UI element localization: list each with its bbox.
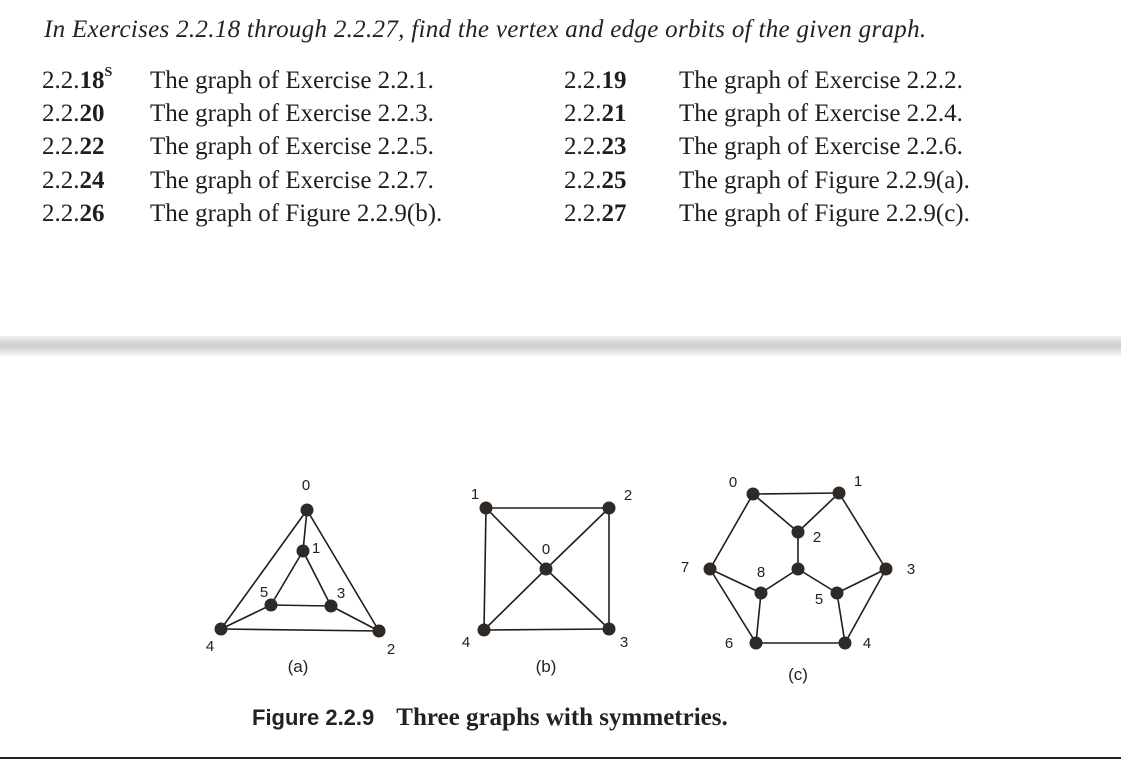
graph-vertex	[839, 637, 852, 650]
exercise-number-bold: 26	[79, 200, 105, 227]
vertex-label: 4	[461, 634, 471, 651]
exercise-number-bold: 20	[79, 100, 105, 127]
vertex-label: 3	[906, 561, 916, 578]
graph-vertex	[480, 502, 493, 515]
exercise-number-prefix: 2.2.	[42, 167, 80, 194]
graph-edge	[271, 605, 331, 606]
graph-edge	[710, 494, 753, 569]
exercise-number-prefix: 2.2.	[42, 100, 80, 127]
panel-label: (b)	[535, 657, 557, 676]
graph-edge	[546, 508, 609, 569]
vertex-label: 8	[756, 564, 766, 581]
graph-edge	[486, 508, 546, 569]
graph-vertex	[833, 487, 846, 500]
vertex-label: 1	[853, 473, 863, 490]
figure-caption	[252, 704, 728, 732]
exercise-number-bold: 18	[79, 67, 105, 94]
exercise-number-bold: 25	[601, 167, 627, 194]
graph-vertex	[540, 563, 553, 576]
graph-edge	[484, 508, 486, 630]
graph-edge	[271, 551, 303, 605]
graph-edge	[546, 569, 609, 629]
graph-vertex	[297, 545, 310, 558]
graph-vertex	[755, 587, 768, 600]
vertex-label: 0	[728, 474, 738, 491]
graph-vertex	[880, 563, 893, 576]
graph-edge	[484, 569, 546, 630]
exercise-number-bold: 19	[601, 67, 627, 94]
graph-a	[206, 477, 395, 676]
vertex-label: 2	[623, 487, 633, 504]
graph-vertex	[215, 623, 228, 636]
graph-vertex	[603, 623, 616, 636]
graph-edge	[845, 569, 886, 643]
graph-edge	[484, 629, 609, 630]
figure-caption-text: Three graphs with symmetries.	[396, 704, 728, 731]
vertex-label: 6	[724, 635, 734, 652]
vertex-label: 2	[386, 641, 396, 658]
graph-edge	[221, 629, 379, 631]
graph-edge	[798, 493, 839, 532]
graph-edge	[756, 593, 761, 643]
vertex-label: 0	[541, 541, 551, 558]
graph-edge	[761, 569, 798, 593]
graph-vertex	[325, 600, 338, 613]
figure-label: Figure 2.2.9	[252, 705, 375, 730]
graph-c	[681, 473, 915, 684]
panel-label: (c)	[788, 665, 808, 684]
exercise-number-bold: 23	[601, 133, 627, 160]
exercise-number-bold: 22	[79, 133, 105, 160]
vertex-label: 5	[814, 591, 824, 608]
graph-edge	[221, 510, 307, 629]
exercise-description: The graph of Exercise 2.2.2.	[679, 67, 963, 94]
graph-vertex	[792, 526, 805, 539]
vertex-label: 3	[619, 634, 629, 651]
exercise-superscript: S	[104, 65, 113, 80]
exercise-description: The graph of Exercise 2.2.1.	[150, 67, 434, 94]
graph-vertex	[373, 625, 386, 638]
graph-edge	[798, 569, 837, 593]
vertex-label: 5	[259, 584, 269, 601]
graph-edge	[837, 593, 845, 643]
graph-edge	[753, 494, 798, 532]
exercise-number-prefix: 2.2.	[564, 67, 602, 94]
exercise-number-prefix: 2.2.	[42, 67, 80, 94]
page-bottom-rule	[0, 757, 1121, 759]
exercise-description: The graph of Figure 2.2.9(b).	[150, 200, 443, 227]
vertex-label: 3	[336, 585, 346, 602]
vertex-label: 1	[470, 486, 480, 503]
graph-vertex	[603, 502, 616, 515]
graph-edge	[753, 493, 839, 494]
graph-vertex	[792, 563, 805, 576]
vertex-label: 7	[680, 559, 690, 576]
graph-vertex	[750, 637, 763, 650]
exercise-intro: In Exercises 2.2.18 through 2.2.27, find the vertex and edge orbits of the given graph.	[44, 16, 927, 43]
exercise-number-prefix: 2.2.	[42, 200, 80, 227]
graph-vertex	[831, 587, 844, 600]
graph-edge	[221, 605, 271, 629]
graph-vertex	[301, 504, 314, 517]
graph-edge	[303, 551, 331, 606]
vertex-label: 1	[311, 540, 321, 557]
vertex-label: 0	[301, 477, 311, 494]
graph-vertex	[478, 624, 491, 637]
exercise-number-prefix: 2.2.	[564, 167, 602, 194]
exercise-description: The graph of Figure 2.2.9(c).	[679, 200, 970, 227]
exercise-number-bold: 27	[601, 200, 627, 227]
exercise-description: The graph of Exercise 2.2.4.	[679, 100, 963, 127]
graph-edge	[839, 493, 886, 569]
exercise-description: The graph of Figure 2.2.9(a).	[679, 167, 970, 194]
exercise-description: The graph of Exercise 2.2.3.	[150, 100, 434, 127]
graph-vertex	[704, 563, 717, 576]
vertex-label: 4	[862, 635, 872, 652]
exercise-description: The graph of Exercise 2.2.5.	[150, 133, 434, 160]
graph-vertex	[747, 488, 760, 501]
exercise-description: The graph of Exercise 2.2.7.	[150, 167, 434, 194]
exercise-number-prefix: 2.2.	[564, 100, 602, 127]
exercise-number-prefix: 2.2.	[564, 200, 602, 227]
panel-label: (a)	[287, 657, 309, 676]
exercise-number-prefix: 2.2.	[564, 133, 602, 160]
exercise-number-bold: 24	[79, 167, 105, 194]
vertex-label: 4	[205, 638, 215, 655]
vertex-label: 2	[812, 529, 822, 546]
exercise-description: The graph of Exercise 2.2.6.	[679, 133, 963, 160]
graph-b	[462, 486, 632, 676]
exercise-number-bold: 21	[601, 100, 627, 127]
exercise-number-prefix: 2.2.	[42, 133, 80, 160]
